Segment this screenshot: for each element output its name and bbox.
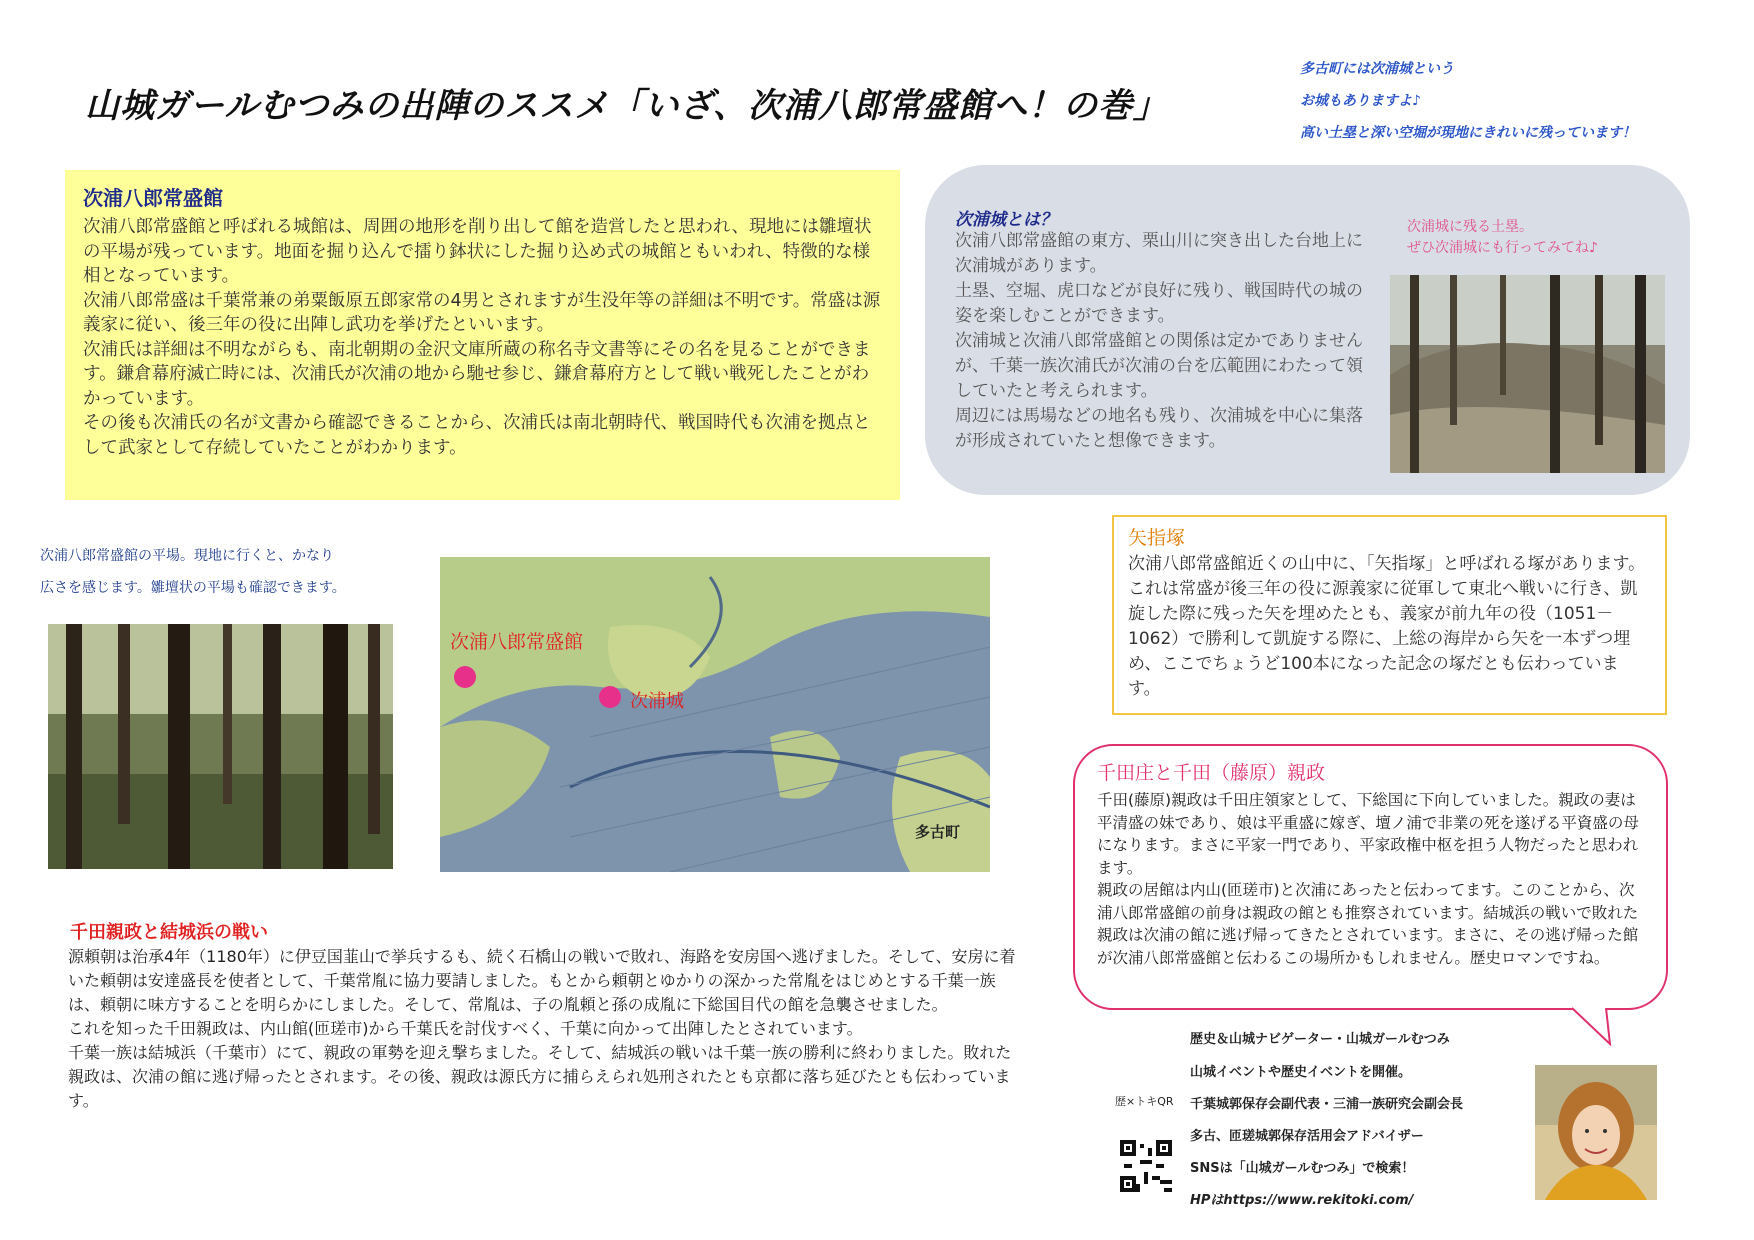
section-yukihama-body	[68, 945, 1018, 1113]
section-heading: 矢指塚	[1128, 527, 1186, 549]
map-label-tsugiura-castle: 次浦城	[630, 691, 684, 712]
section-body: 次浦八郎常盛館近くの山中に、「矢指塚」と呼ばれる塚があります。これは常盛が後三年の役に源義家に従軍して東北へ戦いに行き、凱旋した際に残った矢を埋めたとも、義家が前九年の役（1051－1062）で勝利して凱旋する際に、上総の海岸から矢を一本ずつ埋め、ここでちょうど100本になった記念の塚だとも伝わっています。	[1128, 554, 1646, 699]
caption-line: ぜひ次浦城にも行ってみてね♪	[1407, 240, 1598, 256]
bubble-tail	[1570, 1006, 1630, 1046]
earthwork-forest-photo	[1390, 275, 1665, 473]
caption-line: 広さを感じます。雛壇状の平場も確認できます。	[40, 580, 346, 596]
section-heading-yukihama: 千田親政と結城浜の戦い	[70, 922, 268, 943]
paragraph: 土塁、空堀、虎口などが良好に残り、戦国時代の城の姿を楽しむことができます。	[955, 281, 1363, 326]
paragraph: 次浦城と次浦八郎常盛館との関係は定かでありませんが、千葉一族次浦氏が次浦の台を広範囲にわたって領していたと考えられます。	[955, 331, 1363, 401]
header-note-line: 多古町には次浦城という	[1300, 61, 1454, 77]
profile-line: 山城イベントや歴史イベントを開催。	[1190, 1065, 1412, 1080]
photo-caption	[1407, 217, 1598, 259]
section-body	[955, 229, 1375, 454]
profile-line: 多古、匝瑳城郭保存活用会アドバイザー	[1190, 1129, 1424, 1144]
header-note-line: 高い土塁と深い空堀が現地にきれいに残っています！	[1300, 125, 1636, 141]
flat-area-caption	[40, 540, 400, 604]
section-yasashizuka-box	[1112, 515, 1667, 715]
paragraph: これを知った千田親政は、内山館(匝瑳市)から千葉氏を討伐すべく、千葉に向かって出陣したとされています。	[68, 1019, 863, 1038]
qr-code[interactable]	[1120, 1140, 1172, 1192]
paragraph: 周辺には馬場などの地名も残り、次浦城を中心に集落が形成されていたと想像できます。	[955, 406, 1363, 451]
paragraph: その後も次浦氏の名が文書から確認できることから、次浦氏は南北朝時代、戦国時代も次浦を拠点と して武家として存続していたことがわかります。	[83, 413, 871, 458]
homepage-link[interactable]: HPはhttps://www.rekitoki.com/	[1190, 1193, 1414, 1208]
profile-line: SNSは「山城ガールむつみ」で検索！	[1190, 1161, 1415, 1176]
paragraph: 千田(藤原)親政は千田庄領家として、下総国に下向していました。親政の妻は平清盛の妹であり、娘は平重盛に嫁ぎ、壇ノ浦で非業の死を遂げる平資盛の母になります。まさに平家一門であり、平家政権中枢を担う人物だったと思われます。	[1097, 791, 1639, 877]
qr-label: 歴×トキQR	[1115, 1095, 1174, 1108]
section-heading: 千田庄と千田（藤原）親政	[1097, 762, 1326, 784]
section-heading: 次浦城とは？	[955, 210, 1057, 230]
area-map	[440, 557, 990, 872]
profile-line: 千葉城郭保存会副代表・三浦一族研究会副会長	[1190, 1097, 1464, 1112]
paragraph: 次浦氏は詳細は不明ながらも、南北朝期の金沢文庫所蔵の称名寺文書等にその名を見ることができます。鎌倉幕府滅亡時には、次浦氏が次浦の地から馳せ参じ、鎌倉幕府方として戦い戦死したことがわかっています。	[83, 339, 871, 409]
caption-line: 次浦城に残る土塁。	[1407, 219, 1533, 235]
map-label-hachiro-kan: 次浦八郎常盛館	[450, 631, 584, 653]
flat-area-forest-photo	[48, 624, 393, 869]
profile-line: 歴史＆山城ナビゲーター・山城ガールむつみ	[1190, 1032, 1450, 1047]
paragraph: 源頼朝は治承4年（1180年）に伊豆国韮山で挙兵するも、続く石橋山の戦いで敗れ、海路を安房国へ逃げました。そして、安房に着いた頼朝は安達盛長を使者として、千葉常胤に協力要請しました。もとから頼朝とゆかりの深かった常胤をはじめとする千葉一族は、頼朝に味方することを明らかにしました。そして、常胤は、子の胤頼と孫の成胤に下総国目代の館を急襲させました。	[68, 947, 1016, 1014]
paragraph: 千葉一族は結城浜（千葉市）にて、親政の軍勢を迎え撃ちました。そして、結城浜の戦いは千葉一族の勝利に終わりました。敗れた親政は、次浦の館に逃げ帰ったとされます。その後、親政は源氏方に捕らえられ処刑されたとも京都に落ち延びたとも伝わっています。	[68, 1043, 1012, 1110]
paragraph: 次浦八郎常盛館と呼ばれる城館は、周囲の地形を削り出して館を造営したと思われ、現地には雛壇状の平場が残っています。地面を掘り込んで擂り鉢状にした掘り込め式の城館ともいわれ、特徴的な様相となっています。	[83, 217, 872, 286]
paragraph: 次浦八郎常盛は千葉常兼の弟粟飯原五郎家常の4男とされますが生没年等の詳細は不明です。常盛は源義家に従い、後三年の役に出陣し武功を挙げたといいます。	[83, 290, 881, 335]
paragraph: 親政の居館は内山(匝瑳市)と次浦にあったと伝わってます。このことから、次浦八郎常盛館の前身は親政の館とも推察されています。結城浜の戦いで敗れた親政は次浦の館に逃げ帰ってきたとされています。まさに、その逃げ帰った館が次浦八郎常盛館と伝わるこの場所かもしれません。歴史ロマンですね。	[1097, 881, 1639, 967]
avatar	[1535, 1065, 1657, 1200]
section-chida-bubble	[1073, 744, 1668, 1010]
header-note-line: お城もありますよ♪	[1300, 93, 1421, 109]
page-title: 山城ガールむつみの出陣のススメ「いざ、次浦八郎常盛館へ！の巻」	[85, 86, 1168, 126]
paragraph: 次浦八郎常盛館の東方、栗山川に突き出した台地上に次浦城があります。	[955, 231, 1363, 276]
header-notes	[1300, 58, 1636, 154]
map-label-tako-town: 多古町	[915, 823, 961, 841]
caption-line: 次浦八郎常盛館の平場。現地に行くと、かなり	[40, 548, 334, 564]
section-heading: 次浦八郎常盛館	[83, 186, 223, 210]
section-tsugiura-hachiro-box	[65, 170, 900, 500]
